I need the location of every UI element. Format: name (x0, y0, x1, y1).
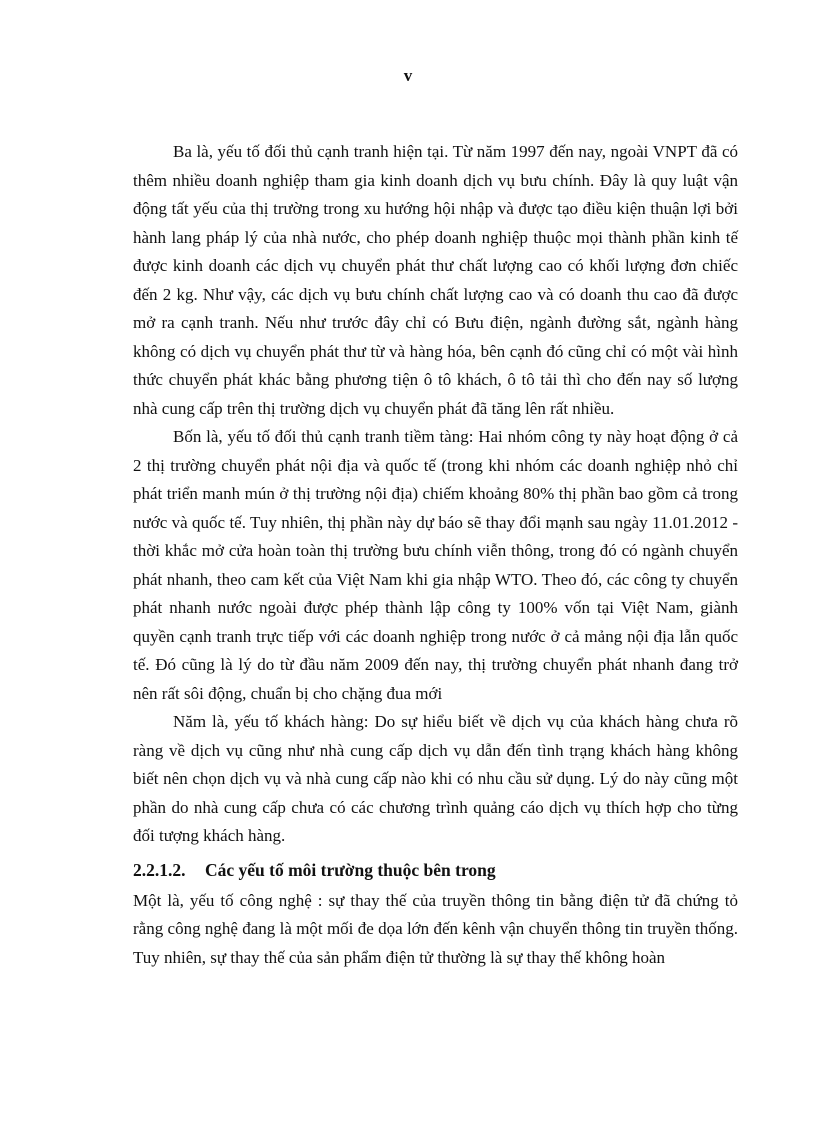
section-title: Các yếu tố môi trường thuộc bên trong (205, 859, 496, 880)
section-number: 2.2.1.2. (133, 859, 186, 880)
paragraph-competitors-current: Ba là, yếu tố đối thủ cạnh tranh hiện tại. Từ năm 1997 đến nay, ngoài VNPT đã có thêm nhiều doanh nghiệp tham gia kinh doanh dịch vụ bưu chính. Đây là quy luật vận động tất yếu của thị trường trong xu hướng hội nhập và được tạo điều kiện thuận lợi bởi hành lang pháp lý của nhà nước, cho phép doanh nghiệp thuộc mọi thành phần kinh tế được kinh doanh các dịch vụ chuyển phát thư chất lượng cao có khối lượng đơn chiếc đến 2 kg. Như vậy, các dịch vụ bưu chính chất lượng cao và có doanh thu cao đã được mở ra cạnh tranh. Nếu như trước đây chỉ có Bưu điện, ngành đường sắt, ngành hàng không có dịch vụ chuyển phát thư từ và hàng hóa, bên cạnh đó cũng chỉ có một vài hình thức chuyển phát khác bằng phương tiện ô tô khách, ô tô tải thì cho đến nay số lượng nhà cung cấp trên thị trường dịch vụ chuyển phát đã tăng lên rất nhiều. (133, 142, 738, 418)
paragraph-technology: Một là, yếu tố công nghệ : sự thay thế của truyền thông tin bằng điện tử đã chứng tỏ rằng công nghệ đang là một mối đe dọa lớn đến kênh vận chuyển thông tin truyền thống. Tuy nhiên, sự thay thế của sản phẩm điện tử thường là sự thay thế không hoàn (133, 890, 738, 967)
paragraph-competitors-potential: Bốn là, yếu tố đối thủ cạnh tranh tiềm tàng: Hai nhóm công ty này hoạt động ở cả 2 thị trường chuyển phát nội địa và quốc tế (trong khi nhóm các doanh nghiệp nhỏ chỉ phát triển manh mún ở thị trường nội địa) chiếm khoảng 80% thị phần bao gồm cả trong nước và quốc tế. Tuy nhiên, thị phần này dự báo sẽ thay đổi mạnh sau ngày 11.01.2012 - thời khắc mở cửa hoàn toàn thị trường bưu chính viễn thông, trong đó có ngành chuyển phát nhanh, theo cam kết của Việt Nam khi gia nhập WTO. Theo đó, các công ty chuyển phát nhanh nước ngoài được phép thành lập công ty 100% vốn tại Việt Nam, giành quyền cạnh tranh trực tiếp với các doanh nghiệp trong nước ở cả mảng nội địa lẫn quốc tế. Đó cũng là lý do từ đầu năm 2009 đến nay, thị trường chuyển phát nhanh đang trở nên rất sôi động, chuẩn bị cho chặng đua mới (133, 427, 738, 703)
page-number: v (403, 66, 413, 85)
page-content (133, 138, 738, 972)
paragraph-customers: Năm là, yếu tố khách hàng: Do sự hiểu biết về dịch vụ của khách hàng chưa rõ ràng về dịch vụ cũng như nhà cung cấp dịch vụ dẫn đến tình trạng khách hàng không biết nên chọn dịch vụ và nhà cung cấp nào khi có nhu cầu sử dụng. Lý do này cũng một phần do nhà cung cấp chưa có các chương trình quảng cáo dịch vụ thích hợp cho từng đối tượng khách hàng. (133, 712, 738, 845)
section-heading (133, 855, 738, 885)
